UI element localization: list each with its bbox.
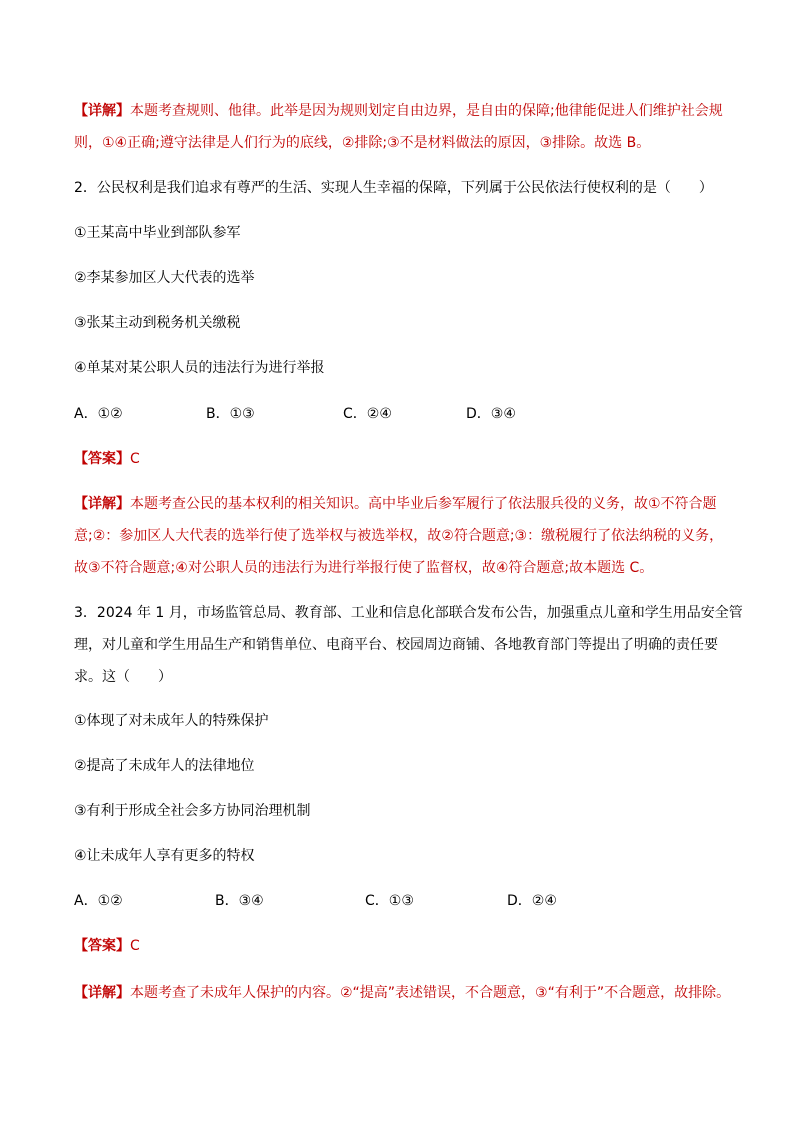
q2-item-1: ①王某高中毕业到部队参军 <box>74 225 241 241</box>
answer-value: C <box>130 451 140 467</box>
q1-detail-line-2 <box>74 133 650 153</box>
q3-item-2: ②提高了未成年人的法律地位 <box>74 758 255 774</box>
detail-tag: 【详解】 <box>74 103 130 119</box>
q2-answer <box>74 449 140 469</box>
detail-text: 则，①④正确;遵守法律是人们行为的底线，②排除;③不是材料做法的原因，③排除。故选 B。 <box>74 135 651 151</box>
q2-detail-line-1 <box>74 494 717 514</box>
q2-detail-line-2 <box>74 526 723 546</box>
detail-text: 意;②：参加区人大代表的选举行使了选举权与被选举权，故②符合题意;③：缴税履行了依法纳税的义务， <box>74 528 724 544</box>
q1-detail-line-1 <box>74 101 723 121</box>
q3-item-4: ④让未成年人享有更多的特权 <box>74 848 255 864</box>
q3-option-a: A．①② <box>74 893 123 909</box>
detail-text: 本题考查公民的基本权利的相关知识。高中毕业后参军履行了依法服兵役的义务，故①不符合题 <box>130 496 717 512</box>
q3-item-1: ①体现了对未成年人的特殊保护 <box>74 713 269 729</box>
q2-option-c: C．②④ <box>343 406 392 422</box>
q3-stem-line-2: 理，对儿童和学生用品生产和销售单位、电商平台、校园周边商铺、各地教育部门等提出了明确的责任要 <box>74 637 718 653</box>
detail-tag: 【详解】 <box>74 496 130 512</box>
q3-answer <box>74 936 140 956</box>
detail-text: 本题考查了未成年人保护的内容。②“提高”表述错误，不合题意，③“有利于”不合题意，故排除。 <box>130 985 731 1001</box>
q2-item-3: ③张某主动到税务机关缴税 <box>74 315 241 331</box>
q3-item-3: ③有利于形成全社会多方协同治理机制 <box>74 803 311 819</box>
q2-item-4: ④单某对某公职人员的违法行为进行举报 <box>74 360 325 376</box>
q3-stem-line-1: 3．2024 年 1 月，市场监管总局、教育部、工业和信息化部联合发布公告，加强重点儿童和学生用品安全管 <box>74 605 743 621</box>
q2-option-a: A．①② <box>74 406 123 422</box>
detail-tag: 【详解】 <box>74 985 130 1001</box>
q3-detail-line-1 <box>74 983 730 1003</box>
q3-stem-line-3: 求。这（ ） <box>74 669 172 685</box>
answer-value: C <box>130 938 140 954</box>
q3-option-d: D．②④ <box>507 893 557 909</box>
detail-text: 故③不符合题意;④对公职人员的违法行为进行举报行使了监督权，故④符合题意;故本题选 C。 <box>74 560 654 576</box>
q2-item-2: ②李某参加区人大代表的选举 <box>74 270 255 286</box>
q2-detail-line-3 <box>74 558 653 578</box>
q3-option-b: B．③④ <box>215 893 264 909</box>
answer-tag: 【答案】 <box>74 938 130 954</box>
q3-option-c: C．①③ <box>365 893 414 909</box>
q2-stem: 2．公民权利是我们追求有尊严的生活、实现人生幸福的保障，下列属于公民依法行使权利的是（ ） <box>74 180 713 196</box>
detail-text: 本题考查规则、他律。此举是因为规则划定自由边界，是自由的保障;他律能促进人们维护社会规 <box>130 103 723 119</box>
q2-option-b: B．①③ <box>206 406 255 422</box>
q2-option-d: D．③④ <box>466 406 516 422</box>
answer-tag: 【答案】 <box>74 451 130 467</box>
